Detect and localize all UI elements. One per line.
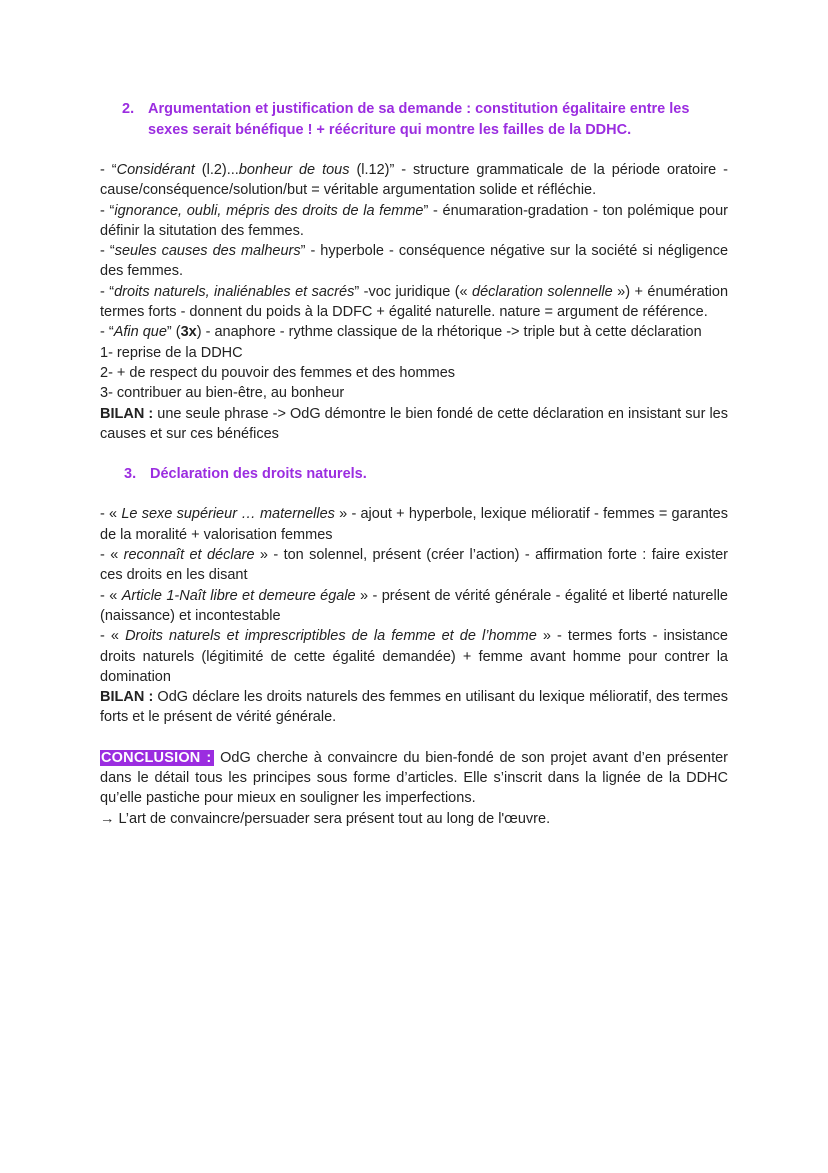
document-content <box>100 99 728 829</box>
conclusion-paragraph <box>100 748 728 809</box>
section-3-title: Déclaration des droits naturels. <box>150 466 367 483</box>
list-item: - “droits naturels, inaliénables et sacrés” -voc juridique (« déclaration solennelle ») + énumération termes forts - donnent du poids à la DDFC + égalité naturelle. nature = argument de référence. <box>100 283 729 321</box>
list-item: - “ignorance, oubli, mépris des droits de la femme” - énumaration-gradation - ton polémique pour définir la situtation des femmes. <box>100 202 728 239</box>
section-3-bilan: BILAN : OdG déclare les droits naturels des femmes en utilisant du lexique mélioratif, des termes forts et le présent de vérité générale. <box>100 689 728 726</box>
spacer <box>100 728 728 748</box>
section-2-heading <box>100 99 728 140</box>
section-2-number: 2. <box>122 101 135 117</box>
conclusion-label: CONCLUSION : <box>100 750 214 766</box>
section-2-body <box>100 160 728 444</box>
section-3-number: 3. <box>124 466 137 483</box>
list-item: - “seules causes des malheurs” - hyperbole - conséquence négative sur la société si négligence des femmes. <box>100 243 729 280</box>
list-item: - « Article 1-Naît libre et demeure égale » - présent de vérité générale - égalité et liberté naturelle (naissance) et incontestable <box>100 587 728 624</box>
list-item: 3- contribuer au bien-être, au bonheur <box>100 385 345 402</box>
section-3-heading <box>100 464 728 484</box>
section-3-body <box>100 504 728 727</box>
conclusion-arrow-line: → L’art de convaincre/persuader sera présent tout au long de l'œuvre. <box>100 810 551 827</box>
conclusion-text: OdG cherche à convaincre du bien-fondé de son projet avant d’en présenter dans le détail tous les principes sous forme d’articles. Elle s’inscrit dans la lignée de la DDHC qu’elle pastiche pour mieux en souligner les imperfections. <box>100 749 728 807</box>
list-item: 1- reprise de la DDHC <box>100 344 243 361</box>
section-2-title: Argumentation et justification de sa demande : constitution égalitaire entre les sexes serait bénéfique ! + réécriture qui montre les failles de la DDHC. <box>148 101 690 138</box>
list-item: - « Droits naturels et imprescriptibles de la femme et de l’homme » - termes forts - insistance droits naturels (légitimité de cette égalité demandée) + femme avant homme pour contrer la domination <box>100 628 728 685</box>
list-item: - “Considérant (l.2)...bonheur de tous (l.12)” - structure grammaticale de la période oratoire - cause/conséquence/solution/but = véritable argumentation solide et réfléchie. <box>100 162 729 199</box>
conclusion-block <box>100 748 728 829</box>
list-item: - « Le sexe supérieur … maternelles » - ajout + hyperbole, lexique mélioratif - femmes = garantes de la moralité + valorisation femmes <box>100 506 728 543</box>
section-2-bilan: BILAN : une seule phrase -> OdG démontre le bien fondé de cette déclaration en insistant sur les causes et sur ces bénéfices <box>100 405 728 442</box>
list-item: - “Afin que” (3x) - anaphore - rythme classique de la rhétorique -> triple but à cette déclaration <box>100 324 702 341</box>
list-item: 2- + de respect du pouvoir des femmes et des hommes <box>100 364 456 381</box>
list-item: - « reconnaît et déclare » - ton solennel, présent (créer l’action) - affirmation forte : faire exister ces droits en les disant <box>100 547 728 584</box>
